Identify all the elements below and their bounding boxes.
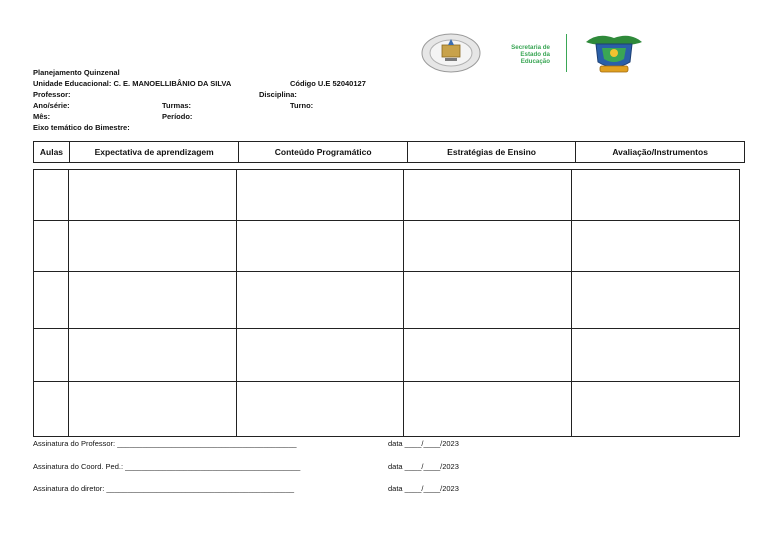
table-cell[interactable] [572, 170, 740, 221]
periodo-label: Período: [162, 112, 193, 121]
professor-label: Professor: [33, 90, 71, 99]
secretaria-line-2: Estado da [520, 51, 550, 58]
table-cell[interactable] [236, 382, 404, 437]
column-header-table [33, 141, 745, 163]
col-header-conteudo: Conteúdo Programático [239, 142, 407, 163]
table-cell[interactable] [68, 272, 236, 329]
col-header-estrategias: Estratégias de Ensino [407, 142, 575, 163]
table-cell[interactable] [404, 272, 572, 329]
signature-professor: Assinatura do Professor: ___________________________________________ [33, 439, 297, 448]
table-row [34, 382, 740, 437]
table-cell[interactable] [34, 329, 69, 382]
unidade-label: Unidade Educacional: [33, 79, 112, 88]
table-cell[interactable] [236, 272, 404, 329]
turno-label: Turno: [290, 101, 314, 110]
table-row [34, 272, 740, 329]
signature-diretor-date: data ____/____/2023 [388, 484, 459, 493]
disciplina-label: Disciplina: [259, 90, 297, 99]
table-cell[interactable] [34, 221, 69, 272]
table-cell[interactable] [68, 170, 236, 221]
table-cell[interactable] [68, 221, 236, 272]
table-cell[interactable] [404, 170, 572, 221]
col-header-expectativa: Expectativa de aprendizagem [69, 142, 238, 163]
secretaria-logo-text [488, 44, 550, 65]
table-row [34, 329, 740, 382]
eixo-label: Eixo temático do Bimestre: [33, 123, 130, 132]
table-cell[interactable] [34, 272, 69, 329]
secretaria-line-1: Secretaria de [511, 44, 550, 51]
page-title: Planejamento Quinzenal [33, 68, 120, 77]
unidade-value: C. E. MANOELLIBÂNIO DA SILVA [113, 79, 232, 88]
table-cell[interactable] [404, 329, 572, 382]
table-cell[interactable] [572, 221, 740, 272]
logo-divider [566, 34, 567, 72]
planning-table-body [33, 169, 740, 437]
table-cell[interactable] [404, 382, 572, 437]
table-cell[interactable] [68, 329, 236, 382]
state-crest-logo [582, 32, 646, 76]
table-cell[interactable] [34, 382, 69, 437]
table-row [34, 221, 740, 272]
signature-diretor: Assinatura do diretor: _____________________________________________ [33, 484, 295, 493]
school-emblem-logo [420, 32, 482, 74]
table-cell[interactable] [68, 382, 236, 437]
table-cell[interactable] [572, 329, 740, 382]
table-cell[interactable] [236, 221, 404, 272]
secretaria-line-3: Educação [520, 58, 550, 65]
codigo-label: Código U.E 52040127 [290, 79, 366, 88]
table-cell[interactable] [404, 221, 572, 272]
table-cell[interactable] [34, 170, 69, 221]
col-header-aulas: Aulas [34, 142, 70, 163]
table-cell[interactable] [572, 272, 740, 329]
table-cell[interactable] [236, 170, 404, 221]
mes-label: Mês: [33, 112, 51, 121]
signature-professor-date: data ____/____/2023 [388, 439, 459, 448]
signature-coord: Assinatura do Coord. Ped.: __________________________________________ [33, 462, 301, 471]
ano-serie-label: Ano/série: [33, 101, 70, 110]
signature-coord-date: data ____/____/2023 [388, 462, 459, 471]
unidade-line [33, 79, 231, 89]
table-row [34, 170, 740, 221]
table-cell[interactable] [572, 382, 740, 437]
col-header-avaliacao: Avaliação/Instrumentos [576, 142, 745, 163]
table-cell[interactable] [236, 329, 404, 382]
turmas-label: Turmas: [162, 101, 192, 110]
